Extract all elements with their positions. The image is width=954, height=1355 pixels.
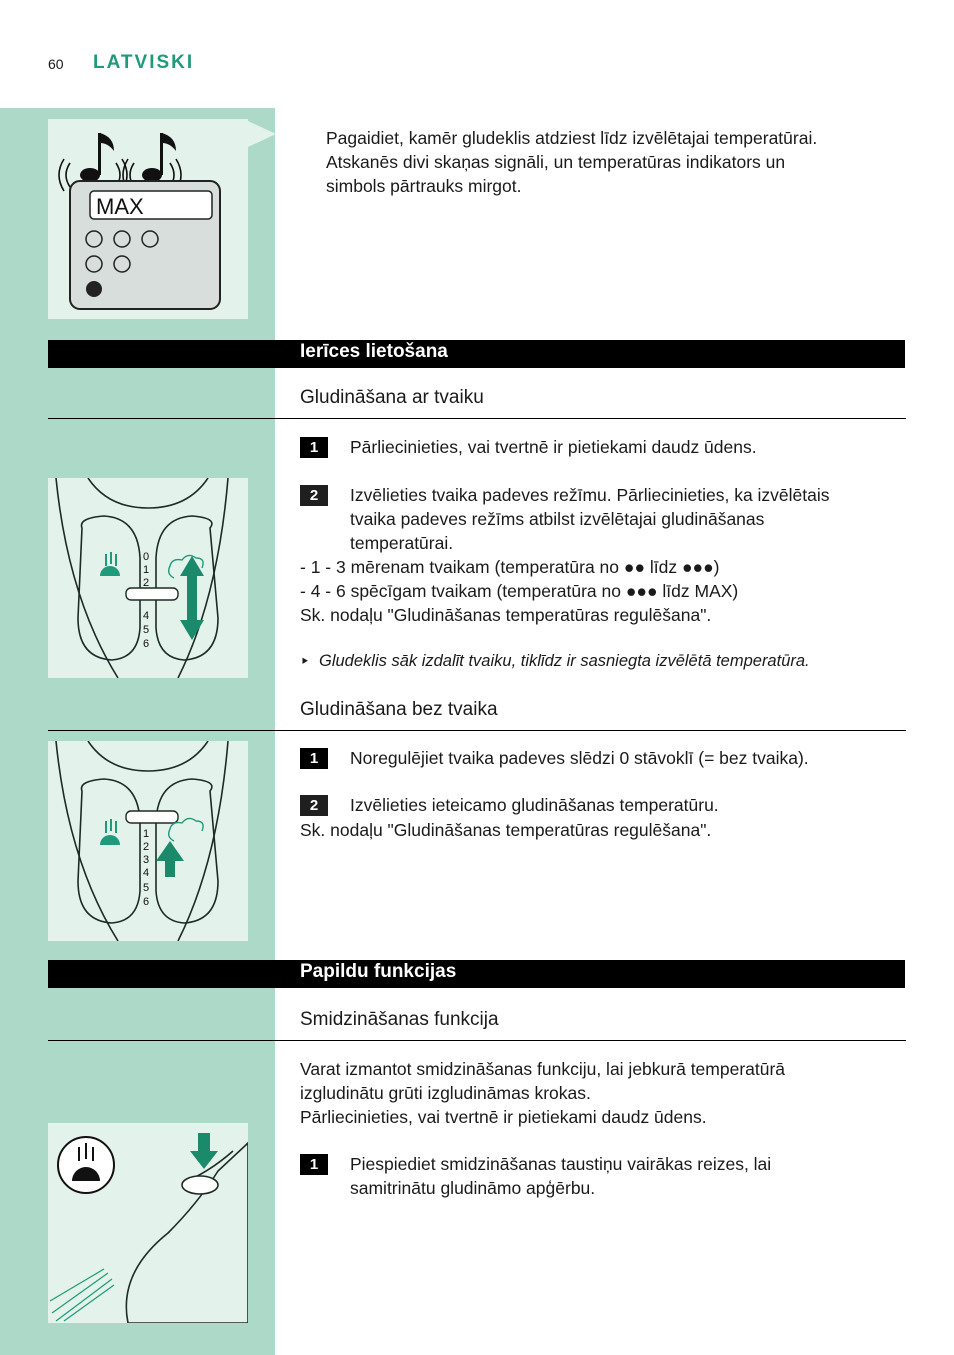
max-label: MAX [96, 194, 144, 219]
reference-text: Sk. nodaļu "Gludināšanas temperatūras regulēšana". [300, 605, 712, 625]
up-down-arrow-icon [180, 556, 204, 640]
spray-figure [48, 1123, 248, 1323]
steam-dial-illustration [48, 478, 248, 678]
steam-dial-figure [48, 478, 248, 678]
intro-line: simbols pārtrauks mirgot. [326, 176, 522, 196]
section-bar [48, 960, 905, 988]
step-text [350, 1152, 900, 1200]
intro-line: Atskanēs divi skaņas signāli, un temperatūras indikators un [326, 152, 786, 172]
iron-body [126, 1143, 248, 1323]
intro-line: izgludinātu grūti izgludināmas krokas. [300, 1083, 591, 1103]
svg-text:5: 5 [142, 624, 150, 636]
step-number: 1 [300, 1154, 328, 1175]
intro-paragraph [326, 126, 896, 198]
dial-slider [126, 588, 178, 600]
spray-intro [300, 1057, 900, 1129]
divider [48, 730, 906, 731]
intro-line: Varat izmantot smidzināšanas funkciju, lai jebkurā temperatūrā [300, 1059, 786, 1079]
svg-text:1: 1 [142, 564, 150, 576]
language-title: LATVISKI [93, 52, 195, 73]
display-illustration [48, 119, 248, 319]
step-text: Izvēlieties ieteicamo gludināšanas temperatūru. [350, 795, 719, 815]
step-line: temperatūrai. [350, 533, 454, 553]
svg-text:0: 0 [142, 551, 150, 563]
svg-text:6: 6 [142, 896, 150, 908]
step-number: 1 [300, 437, 328, 458]
dial-slider [126, 811, 178, 823]
step-number: 1 [300, 748, 328, 769]
down-arrow-icon [190, 1133, 218, 1169]
section-bar [48, 340, 905, 368]
bullet-item: - 1 - 3 mērenam tvaikam (temperatūra no ●● līdz ●●●) [300, 557, 720, 577]
step-line: Izvēlieties tvaika padeves režīmu. Pārliecinieties, ka izvēlētais [350, 485, 830, 505]
temperature-display-figure [48, 119, 248, 319]
svg-text:4: 4 [142, 867, 150, 879]
intro-line: Pagaidiet, kamēr gludeklis atdziest līdz izvēlētajai temperatūrai. [326, 128, 818, 148]
dial-numbers [143, 828, 149, 908]
music-note-icon [80, 133, 114, 182]
steam-off-dial-figure [48, 741, 248, 941]
section-title: Ierīces lietošana [300, 341, 448, 362]
intro-line: Pārliecinieties, vai tvertnē ir pietiekami daudz ūdens. [300, 1107, 707, 1127]
page-number: 60 [48, 56, 64, 72]
subsection-title: Smidzināšanas funkcija [300, 1009, 499, 1030]
step-line: tvaika padeves režīms atbilst izvēlētajai gludināšanas [350, 509, 765, 529]
steam-off-illustration [48, 741, 248, 941]
bullet-item: - 4 - 6 spēcīgam tvaikam (temperatūra no ●●● līdz MAX) [300, 581, 739, 601]
spray-illustration [48, 1123, 248, 1323]
reference-text: Sk. nodaļu "Gludināšanas temperatūras regulēšana". [300, 820, 712, 840]
spray-mist [50, 1269, 114, 1321]
step-line: samitrinātu gludināmo apģērbu. [350, 1178, 596, 1198]
svg-text:3: 3 [142, 854, 150, 866]
subsection-title: Gludināšana bez tvaika [300, 699, 498, 720]
drip-icon [100, 552, 120, 576]
step-text: Pārliecinieties, vai tvertnē ir pietiekami daudz ūdens. [350, 437, 757, 457]
indicator-light-icon [86, 281, 102, 297]
pointer-notch [248, 119, 276, 149]
up-arrow-icon [156, 841, 184, 877]
subsection-title: Gludināšana ar tvaiku [300, 387, 484, 408]
divider [48, 418, 906, 419]
result-marker: ‣ [300, 653, 310, 671]
step-number: 2 [300, 795, 328, 816]
step-text [350, 483, 900, 555]
svg-text:4: 4 [142, 610, 150, 622]
drip-icon [100, 819, 120, 845]
music-note-icon [142, 133, 176, 182]
step-line: Piespiediet smidzināšanas taustiņu vairākas reizes, lai [350, 1154, 772, 1174]
section-title: Papildu funkcijas [300, 961, 457, 982]
svg-text:5: 5 [142, 882, 150, 894]
svg-text:2: 2 [142, 577, 150, 589]
result-text: Gludeklis sāk izdalīt tvaiku, tiklīdz ir sasniegta izvēlētā temperatūra. [319, 652, 810, 670]
svg-text:2: 2 [142, 841, 150, 853]
svg-text:1: 1 [142, 828, 150, 840]
step-text: Noregulējiet tvaika padeves slēdzi 0 stāvoklī (= bez tvaika). [350, 748, 809, 768]
divider [48, 1040, 906, 1041]
spray-button [182, 1176, 218, 1194]
svg-text:6: 6 [142, 638, 150, 650]
step-number: 2 [300, 485, 328, 506]
